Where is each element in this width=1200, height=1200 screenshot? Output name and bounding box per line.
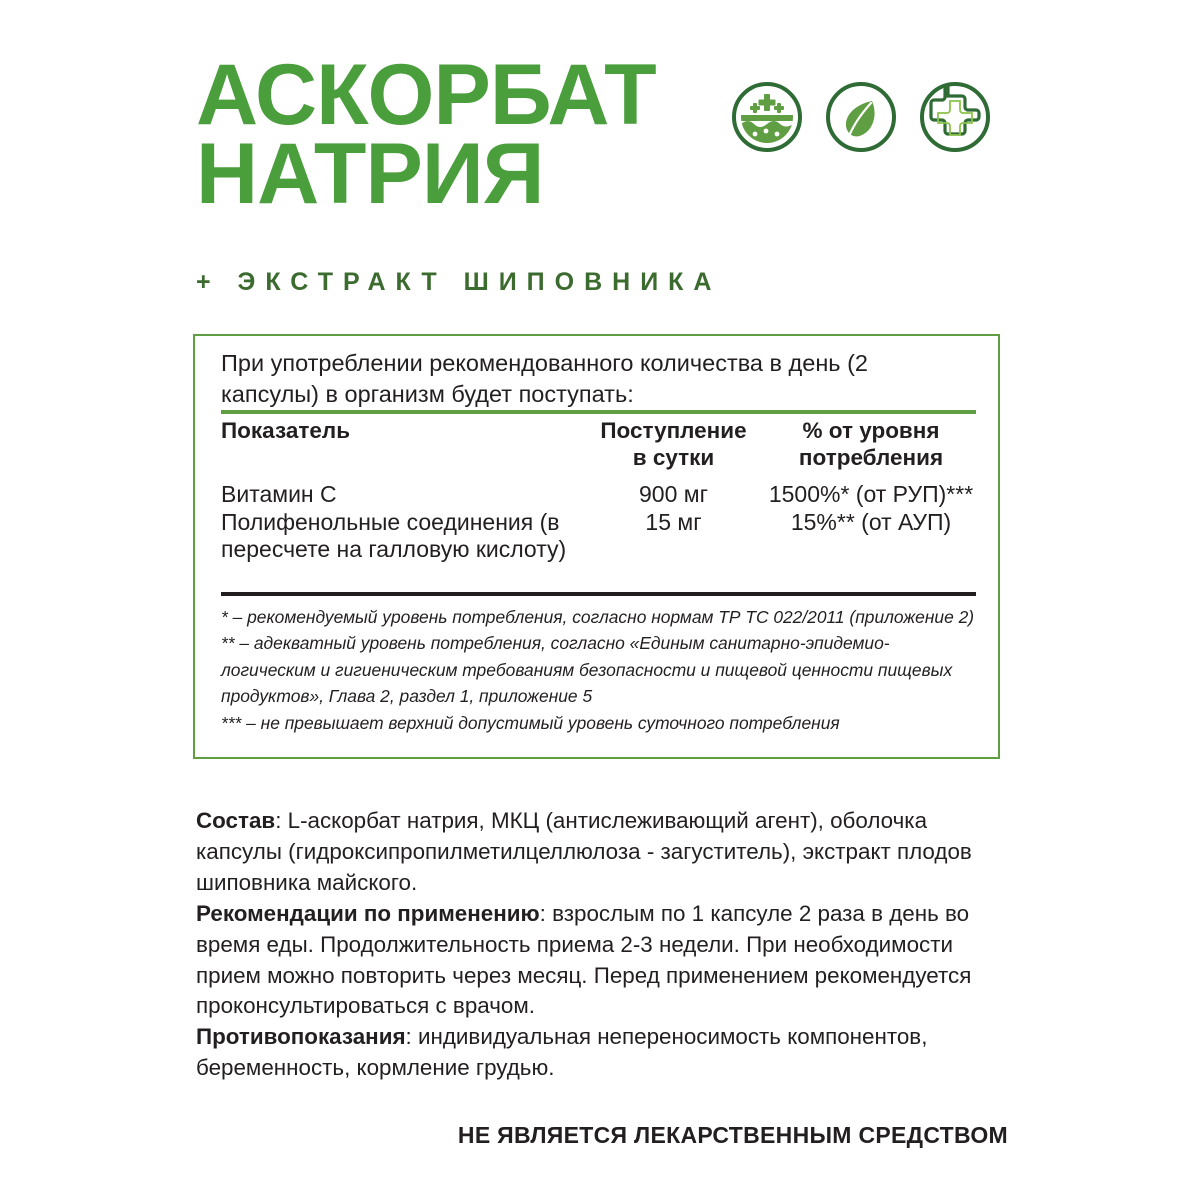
column-header-percent-line1: % от уровня	[802, 418, 940, 443]
table-row	[221, 481, 976, 509]
row-amount-polyphenols: 15 мг	[645, 508, 702, 535]
table-row	[221, 509, 976, 564]
column-header-amount-line2: в сутки	[632, 444, 715, 470]
not-a-medicine-disclaimer: НЕ ЯВЛЯЕТСЯ ЛЕКАРСТВЕННЫМ СРЕДСТВОМ	[457, 1122, 1008, 1148]
contraindications-label: Противопоказания	[196, 1024, 406, 1050]
product-information	[196, 806, 1008, 1084]
footnote-1: * – рекомендуемый уровень потребления, согласно нормам ТР ТС 022/2011 (приложение 2)	[221, 607, 975, 627]
column-header-percent-line2: потребления	[798, 444, 944, 470]
leaf-icon	[822, 78, 900, 156]
title-line-1: АСКОРБАТ	[196, 47, 656, 143]
usage-paragraph	[196, 899, 1008, 1023]
contraindications-paragraph	[196, 1022, 1008, 1084]
footnote-3: *** – не превышает верхний допустимый уровень суточного потребления	[221, 712, 840, 733]
row-amount-vitamin-c: 900 мг	[639, 481, 708, 508]
column-header-indicator: Показатель	[221, 418, 351, 443]
bowl-nutrients-icon	[728, 78, 806, 156]
usage-text: : взрослым по 1 капсуле 2 раза в день во время еды. Продолжительность приема 2-3 недели. При необходимости прием можно повторить через месяц. Перед применением рекомендуется проконсультироваться с врачом.	[196, 900, 972, 1019]
row-percent-polyphenols: 15%** (от АУП)	[790, 508, 952, 535]
facts-intro-text: При употреблении рекомендованного количества в день (2 капсулы) в организм будет поступать:	[221, 350, 868, 408]
supplement-facts-panel	[193, 334, 1000, 759]
contraindications-text: : индивидуальная непереносимость компонентов, беременность, кормление грудью.	[196, 1024, 928, 1081]
composition-label: Состав	[196, 808, 276, 833]
facts-table	[221, 418, 976, 564]
title-line-2: НАТРИЯ	[196, 126, 544, 223]
column-header-amount	[581, 418, 766, 481]
facts-footer-divider	[221, 592, 976, 596]
medical-cross-icon	[916, 78, 994, 156]
composition-text: : L-аскорбат натрия, МКЦ (антислеживающий агент), оболочка капсулы (гидроксипропилметилцеллюлоза - загуститель), экстракт плодов шиповника майского.	[196, 808, 972, 895]
row-name-polyphenols: Полифенольные соединения (в пересчете на галловую кислоту)	[221, 508, 567, 563]
label-header	[0, 0, 1200, 320]
table-header-row	[221, 418, 976, 481]
facts-header-divider	[221, 410, 976, 414]
facts-footnotes	[221, 604, 981, 736]
row-name-vitamin-c: Витамин С	[221, 481, 337, 508]
usage-label: Рекомендации по применению	[196, 900, 540, 926]
page-title	[196, 47, 716, 223]
footnote-2: ** – адекватный уровень потребления, согласно «Единым санитарно-эпидемио-логическим и гигиеническим требованиям безопасности и пищевой ценности пищевых продуктов», Глава 2, раздел 1, приложение 5	[221, 633, 953, 707]
product-subtitle: + ЭКСТРАКТ ШИПОВНИКА	[196, 268, 722, 296]
badge-row	[728, 78, 994, 156]
column-header-percent	[766, 418, 976, 481]
composition-paragraph	[196, 806, 1008, 899]
row-percent-vitamin-c: 1500%* (от РУП)***	[768, 481, 974, 508]
column-header-amount-line1: Поступление	[600, 418, 747, 443]
